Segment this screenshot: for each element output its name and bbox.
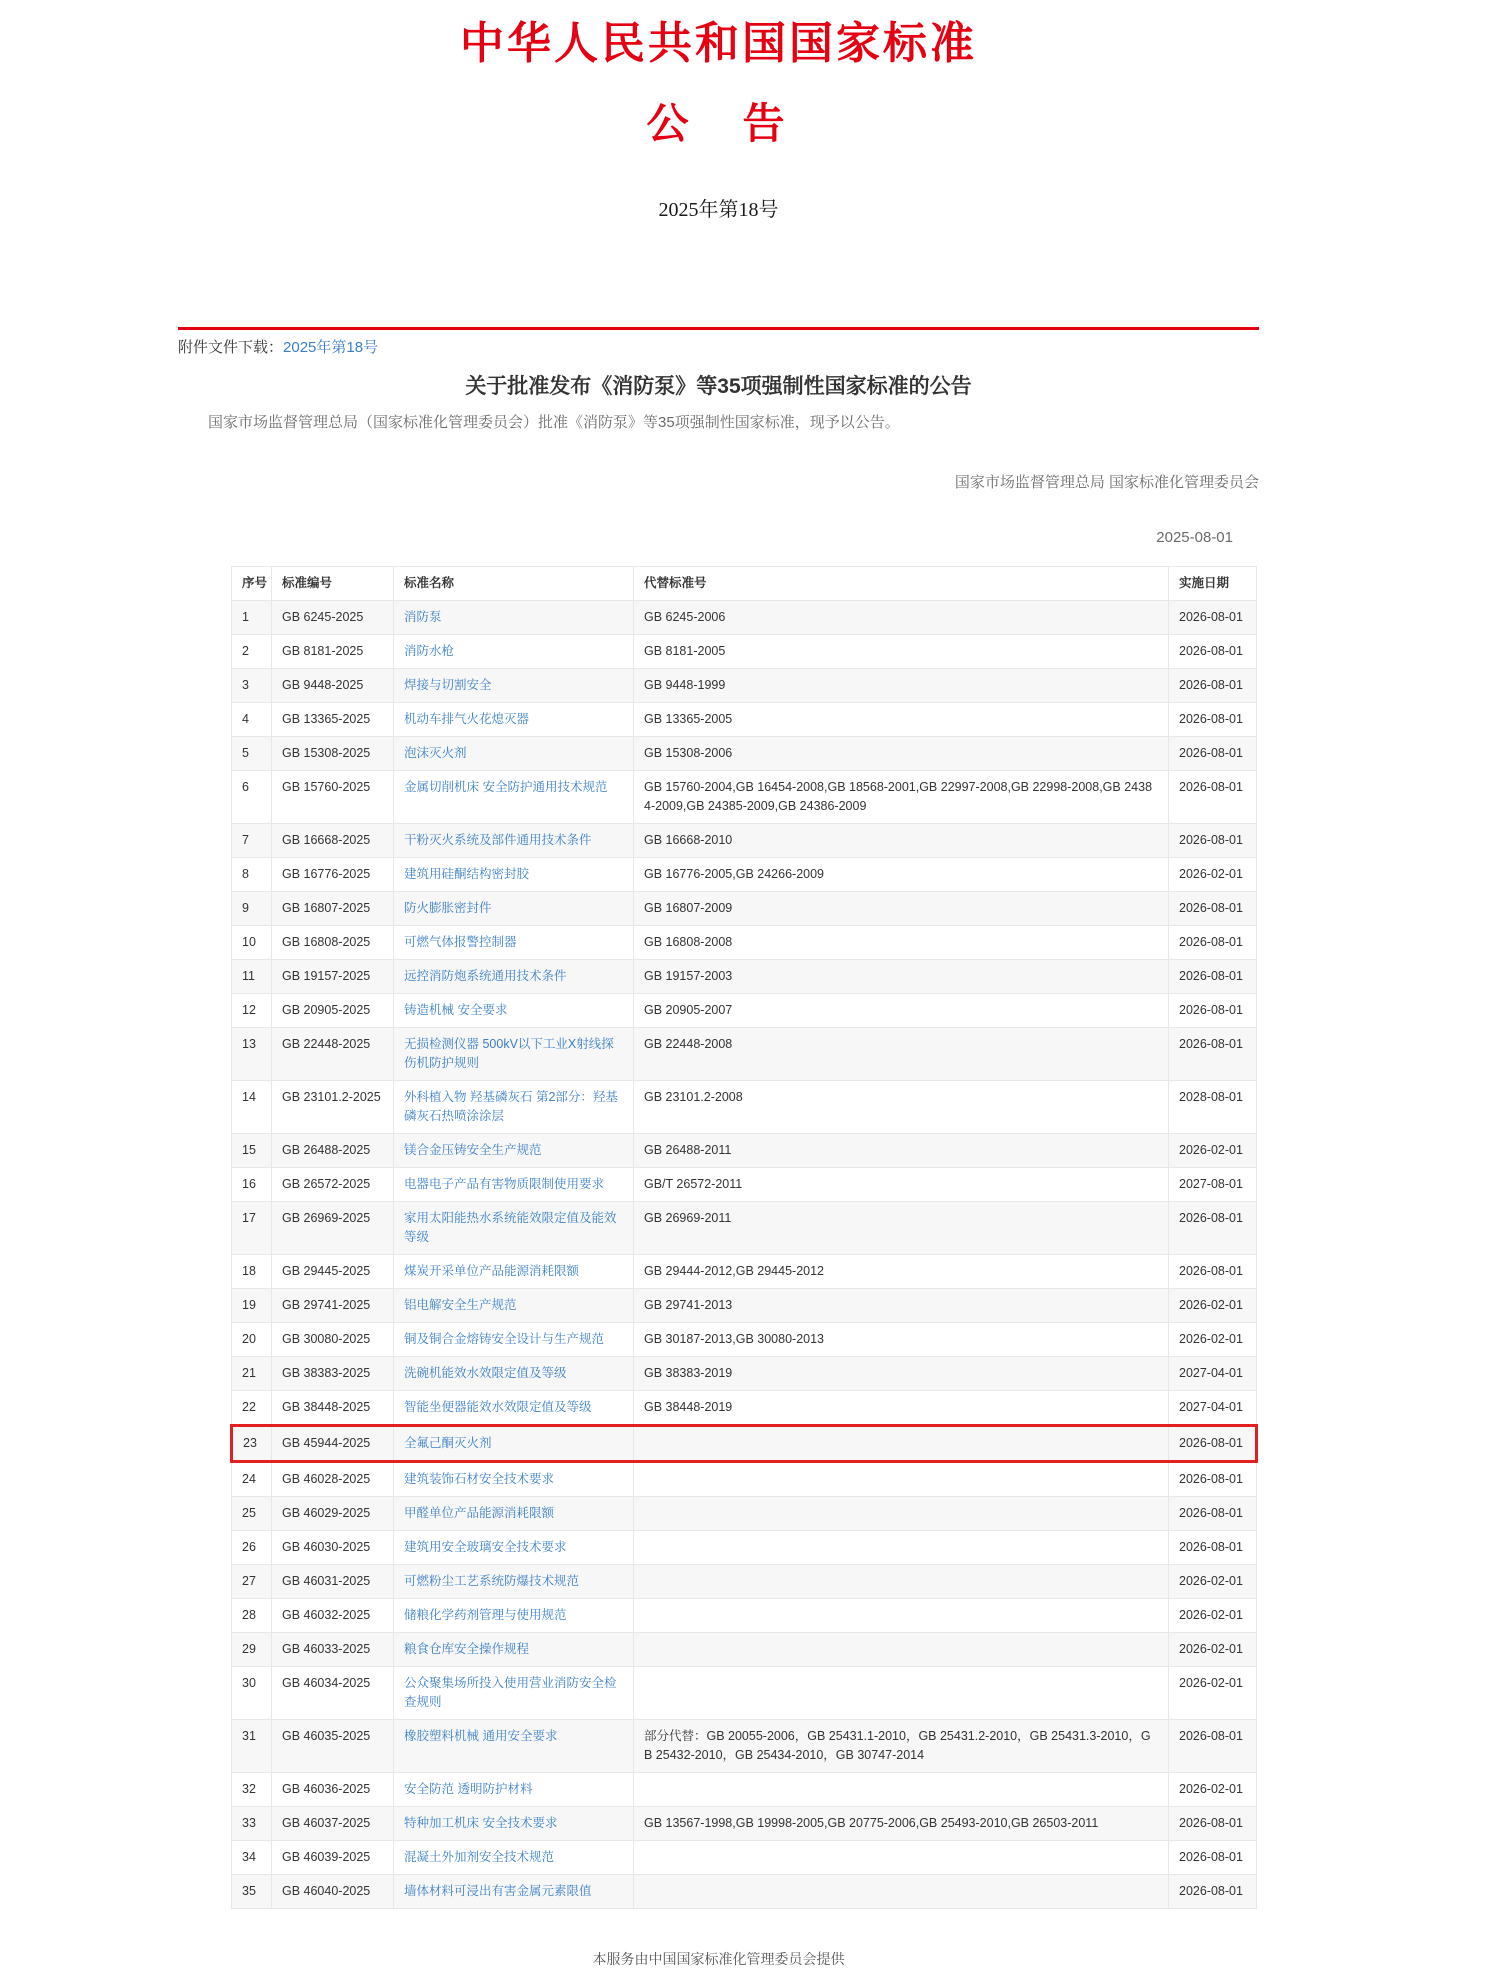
standard-code-cell: GB 16807-2025: [272, 892, 394, 926]
standard-code-cell: GB 20905-2025: [272, 994, 394, 1028]
seq-cell: 13: [232, 1028, 272, 1081]
table-row: [232, 1807, 1257, 1841]
seq-cell: 12: [232, 994, 272, 1028]
standard-name-link[interactable]: 智能坐便器能效水效限定值及等级: [404, 1400, 592, 1414]
table-row: [232, 601, 1257, 635]
standard-code-cell: GB 16808-2025: [272, 926, 394, 960]
seq-cell: 11: [232, 960, 272, 994]
table-row: [232, 1497, 1257, 1531]
table-row: [232, 1323, 1257, 1357]
standard-code-cell: GB 26572-2025: [272, 1168, 394, 1202]
seq-cell: 20: [232, 1323, 272, 1357]
standard-name-link[interactable]: 焊接与切割安全: [404, 678, 492, 692]
table-row: [232, 1667, 1257, 1720]
table-row: [232, 1462, 1257, 1497]
standard-code-cell: GB 23101.2-2025: [272, 1081, 394, 1134]
replaced-codes-cell: GB 20905-2007: [634, 994, 1169, 1028]
table-row: [232, 1081, 1257, 1134]
standard-name-link[interactable]: 电器电子产品有害物质限制使用要求: [404, 1177, 605, 1191]
standard-name-cell: [394, 1599, 634, 1633]
replaced-codes-cell: GB 13365-2005: [634, 703, 1169, 737]
replaced-codes-cell: GB 22448-2008: [634, 1028, 1169, 1081]
standard-code-cell: GB 26488-2025: [272, 1134, 394, 1168]
table-row: [232, 1720, 1257, 1773]
impl-date-cell: 2026-08-01: [1169, 1462, 1257, 1497]
standard-name-link[interactable]: 储粮化学药剂管理与使用规范: [404, 1608, 567, 1622]
announcement-signature: 国家市场监督管理总局 国家标准化管理委员会: [954, 474, 1259, 491]
red-divider: [178, 327, 1259, 330]
standard-name-cell: [394, 824, 634, 858]
replaced-codes-cell: GB 16807-2009: [634, 892, 1169, 926]
standard-name-cell: [394, 1633, 634, 1667]
replaced-codes-cell: GB 38448-2019: [634, 1391, 1169, 1426]
standard-code-cell: GB 46037-2025: [272, 1807, 394, 1841]
table-row: [232, 1565, 1257, 1599]
standard-name-cell: [394, 737, 634, 771]
impl-date-cell: 2026-08-01: [1169, 703, 1257, 737]
standard-name-cell: [394, 1391, 634, 1426]
standard-name-cell: [394, 1255, 634, 1289]
standard-code-cell: GB 38448-2025: [272, 1391, 394, 1426]
impl-date-cell: 2026-08-01: [1169, 824, 1257, 858]
standard-name-cell: [394, 1667, 634, 1720]
standard-code-cell: GB 15308-2025: [272, 737, 394, 771]
seq-cell: 33: [232, 1807, 272, 1841]
seq-cell: 1: [232, 601, 272, 635]
impl-date-cell: 2028-08-01: [1169, 1081, 1257, 1134]
seq-cell: 17: [232, 1202, 272, 1255]
table-row: [232, 892, 1257, 926]
seq-cell: 31: [232, 1720, 272, 1773]
standard-name-cell: [394, 1565, 634, 1599]
impl-date-cell: 2026-08-01: [1169, 771, 1257, 824]
standard-code-cell: GB 46036-2025: [272, 1773, 394, 1807]
replaced-codes-cell: GB 16776-2005,GB 24266-2009: [634, 858, 1169, 892]
table-row: [232, 737, 1257, 771]
impl-date-cell: 2026-08-01: [1169, 1807, 1257, 1841]
standard-code-cell: GB 46028-2025: [272, 1462, 394, 1497]
standard-name-link[interactable]: 甲醛单位产品能源消耗限额: [404, 1506, 555, 1520]
standard-name-cell: [394, 1720, 634, 1773]
seq-cell: 14: [232, 1081, 272, 1134]
standard-name-cell: [394, 1462, 634, 1497]
replaced-codes-cell: GB 16808-2008: [634, 926, 1169, 960]
standard-code-cell: GB 13365-2025: [272, 703, 394, 737]
footer-text: 本服务由中国国家标准化管理委员会提供: [592, 1951, 845, 1967]
standard-code-cell: GB 46032-2025: [272, 1599, 394, 1633]
standard-name-cell: [394, 771, 634, 824]
table-row: [232, 926, 1257, 960]
replaced-codes-cell: GB 23101.2-2008: [634, 1081, 1169, 1134]
replaced-codes-cell: [634, 1462, 1169, 1497]
standard-name-link[interactable]: 无损检测仪器 500kV以下工业X射线探伤机防护规则: [404, 1037, 614, 1070]
impl-date-cell: 2026-08-01: [1169, 635, 1257, 669]
replaced-codes-cell: GB 38383-2019: [634, 1357, 1169, 1391]
doc-title: 中华人民共和国国家标准: [460, 19, 977, 68]
standard-code-cell: GB 26969-2025: [272, 1202, 394, 1255]
impl-date-cell: 2026-08-01: [1169, 1426, 1257, 1462]
doc-subtitle: 公 告: [646, 102, 791, 148]
standard-name-link[interactable]: 可燃气体报警控制器: [404, 935, 517, 949]
impl-date-cell: 2026-02-01: [1169, 1323, 1257, 1357]
seq-cell: 22: [232, 1391, 272, 1426]
impl-date-cell: 2026-08-01: [1169, 1875, 1257, 1909]
seq-cell: 28: [232, 1599, 272, 1633]
standard-name-cell: [394, 1497, 634, 1531]
seq-cell: 10: [232, 926, 272, 960]
replaced-codes-cell: [634, 1426, 1169, 1462]
standard-name-link[interactable]: 铸造机械 安全要求: [404, 1003, 508, 1017]
announcement-date: 2025-08-01: [1156, 529, 1233, 546]
replaced-codes-cell: GB 26969-2011: [634, 1202, 1169, 1255]
seq-cell: 5: [232, 737, 272, 771]
replaced-codes-cell: [634, 1599, 1169, 1633]
replaced-codes-cell: GB 6245-2006: [634, 601, 1169, 635]
standard-name-link[interactable]: 家用太阳能热水系统能效限定值及能效等级: [404, 1211, 617, 1244]
standard-name-cell: [394, 1531, 634, 1565]
standard-code-cell: GB 8181-2025: [272, 635, 394, 669]
table-row: [232, 703, 1257, 737]
table-row: [232, 824, 1257, 858]
replaced-codes-cell: 部分代替：GB 20055-2006，GB 25431.1-2010，GB 25431.2-2010，GB 25431.3-2010，GB 25432-2010，GB 25434-2010，GB 30747-2014: [634, 1720, 1169, 1773]
table-row: [232, 669, 1257, 703]
standard-name-cell: [394, 1875, 634, 1909]
standard-code-cell: GB 46030-2025: [272, 1531, 394, 1565]
standard-name-link[interactable]: 安全防范 透明防护材料: [404, 1782, 533, 1796]
seq-cell: 16: [232, 1168, 272, 1202]
standard-name-link[interactable]: 消防泵: [404, 610, 442, 624]
table-row: [232, 1841, 1257, 1875]
replaced-codes-cell: [634, 1875, 1169, 1909]
standard-name-link[interactable]: 泡沫灭火剂: [404, 746, 467, 760]
impl-date-cell: 2026-08-01: [1169, 1497, 1257, 1531]
standard-name-link[interactable]: 建筑用安全玻璃安全技术要求: [404, 1540, 567, 1554]
standard-name-link[interactable]: 墙体材料可浸出有害金属元素限值: [404, 1884, 592, 1898]
replaced-codes-cell: [634, 1633, 1169, 1667]
standard-name-link[interactable]: 特种加工机床 安全技术要求: [404, 1816, 558, 1830]
standard-name-link[interactable]: 铜及铜合金熔铸安全设计与生产规范: [404, 1332, 605, 1346]
standard-name-link[interactable]: 镁合金压铸安全生产规范: [404, 1143, 542, 1157]
seq-cell: 3: [232, 669, 272, 703]
standard-name-link[interactable]: 橡胶塑料机械 通用安全要求: [404, 1729, 558, 1743]
standard-name-cell: [394, 601, 634, 635]
impl-date-cell: 2026-08-01: [1169, 1202, 1257, 1255]
standard-name-link[interactable]: 洗碗机能效水效限定值及等级: [404, 1366, 567, 1380]
standard-code-cell: GB 6245-2025: [272, 601, 394, 635]
replaced-codes-cell: GB 13567-1998,GB 19998-2005,GB 20775-2006,GB 25493-2010,GB 26503-2011: [634, 1807, 1169, 1841]
seq-cell: 8: [232, 858, 272, 892]
seq-cell: 9: [232, 892, 272, 926]
standard-name-link[interactable]: 全氟己酮灭火剂: [404, 1436, 492, 1450]
seq-cell: 21: [232, 1357, 272, 1391]
standard-name-cell: [394, 1134, 634, 1168]
seq-cell: 2: [232, 635, 272, 669]
seq-cell: 26: [232, 1531, 272, 1565]
standard-name-link[interactable]: 煤炭开采单位产品能源消耗限额: [404, 1264, 580, 1278]
standard-code-cell: GB 29741-2025: [272, 1289, 394, 1323]
seq-cell: 25: [232, 1497, 272, 1531]
standard-name-cell: [394, 669, 634, 703]
standard-name-link[interactable]: 可燃粉尘工艺系统防爆技术规范: [404, 1574, 580, 1588]
impl-date-cell: 2026-02-01: [1169, 1599, 1257, 1633]
replaced-codes-cell: [634, 1531, 1169, 1565]
standard-name-link[interactable]: 远控消防炮系统通用技术条件: [404, 969, 567, 983]
standards-table: [230, 566, 1258, 1909]
replaced-codes-cell: GB/T 26572-2011: [634, 1168, 1169, 1202]
replaced-codes-cell: GB 8181-2005: [634, 635, 1169, 669]
table-row: [232, 635, 1257, 669]
seq-cell: 15: [232, 1134, 272, 1168]
seq-cell: 30: [232, 1667, 272, 1720]
impl-date-cell: 2026-08-01: [1169, 1841, 1257, 1875]
standard-name-link[interactable]: 外科植入物 羟基磷灰石 第2部分：羟基磷灰石热喷涂涂层: [404, 1090, 618, 1123]
standard-code-cell: GB 19157-2025: [272, 960, 394, 994]
standard-name-cell: [394, 1357, 634, 1391]
standard-code-cell: GB 45944-2025: [272, 1426, 394, 1462]
standard-name-cell: [394, 1202, 634, 1255]
table-row: [232, 1168, 1257, 1202]
standard-name-cell: [394, 926, 634, 960]
impl-date-cell: 2027-08-01: [1169, 1168, 1257, 1202]
standard-name-cell: [394, 1081, 634, 1134]
standard-code-cell: GB 46035-2025: [272, 1720, 394, 1773]
standard-name-link[interactable]: 建筑用硅酮结构密封胶: [404, 867, 530, 881]
standard-name-link[interactable]: 金属切削机床 安全防护通用技术规范: [404, 780, 608, 794]
seq-cell: 32: [232, 1773, 272, 1807]
table-row: [232, 1875, 1257, 1909]
impl-date-cell: 2026-02-01: [1169, 1289, 1257, 1323]
announcement-body: 国家市场监督管理总局（国家标准化管理委员会）批准《消防泵》等35项强制性国家标准，现予以公告。: [208, 414, 900, 431]
standard-name-link[interactable]: 防火膨胀密封件: [404, 901, 492, 915]
impl-date-cell: 2026-08-01: [1169, 1028, 1257, 1081]
standard-name-link[interactable]: 建筑装饰石材安全技术要求: [404, 1472, 555, 1486]
impl-date-cell: 2026-02-01: [1169, 1773, 1257, 1807]
standard-code-cell: GB 9448-2025: [272, 669, 394, 703]
table-row: [232, 1357, 1257, 1391]
impl-date-cell: 2026-02-01: [1169, 1667, 1257, 1720]
content-area: [178, 20, 1259, 1969]
replaced-codes-cell: GB 15308-2006: [634, 737, 1169, 771]
standard-code-cell: GB 46031-2025: [272, 1565, 394, 1599]
standard-code-cell: GB 46040-2025: [272, 1875, 394, 1909]
standard-name-cell: [394, 1773, 634, 1807]
standard-name-cell: [394, 635, 634, 669]
impl-date-cell: 2026-02-01: [1169, 1565, 1257, 1599]
seq-cell: 34: [232, 1841, 272, 1875]
standard-code-cell: GB 46039-2025: [272, 1841, 394, 1875]
impl-date-cell: 2026-08-01: [1169, 1531, 1257, 1565]
header-seq: 序号: [232, 567, 272, 601]
impl-date-cell: 2027-04-01: [1169, 1357, 1257, 1391]
seq-cell: 23: [232, 1426, 272, 1462]
seq-cell: 27: [232, 1565, 272, 1599]
standard-name-link[interactable]: 消防水枪: [404, 644, 455, 658]
table-row: [232, 771, 1257, 824]
seq-cell: 6: [232, 771, 272, 824]
standard-code-cell: GB 46029-2025: [272, 1497, 394, 1531]
impl-date-cell: 2026-08-01: [1169, 601, 1257, 635]
standard-name-link[interactable]: 粮食仓库安全操作规程: [404, 1642, 530, 1656]
standard-code-cell: GB 30080-2025: [272, 1323, 394, 1357]
standard-code-cell: GB 46033-2025: [272, 1633, 394, 1667]
table-row: [232, 1391, 1257, 1426]
replaced-codes-cell: GB 15760-2004,GB 16454-2008,GB 18568-2001,GB 22997-2008,GB 22998-2008,GB 24384-2009,GB 24385-2009,GB 24386-2009: [634, 771, 1169, 824]
header-standard-code: 标准编号: [272, 567, 394, 601]
table-row: [232, 1289, 1257, 1323]
table-row: [232, 1134, 1257, 1168]
impl-date-cell: 2026-08-01: [1169, 892, 1257, 926]
impl-date-cell: 2026-08-01: [1169, 1720, 1257, 1773]
standard-name-link[interactable]: 铝电解安全生产规范: [404, 1298, 517, 1312]
standard-name-cell: [394, 1841, 634, 1875]
table-row: [232, 1531, 1257, 1565]
header-impl-date: 实施日期: [1169, 567, 1257, 601]
seq-cell: 35: [232, 1875, 272, 1909]
standard-code-cell: GB 15760-2025: [272, 771, 394, 824]
table-row: [232, 1773, 1257, 1807]
announcement-heading: 关于批准发布《消防泵》等35项强制性国家标准的公告: [465, 375, 972, 398]
seq-cell: 19: [232, 1289, 272, 1323]
impl-date-cell: 2026-02-01: [1169, 1633, 1257, 1667]
impl-date-cell: 2026-08-01: [1169, 669, 1257, 703]
standard-code-cell: GB 22448-2025: [272, 1028, 394, 1081]
table-row: [232, 1202, 1257, 1255]
replaced-codes-cell: [634, 1841, 1169, 1875]
seq-cell: 18: [232, 1255, 272, 1289]
standard-code-cell: GB 29445-2025: [272, 1255, 394, 1289]
standard-name-cell: [394, 1168, 634, 1202]
table-row: [232, 1028, 1257, 1081]
standard-name-cell: [394, 1323, 634, 1357]
replaced-codes-cell: GB 29444-2012,GB 29445-2012: [634, 1255, 1169, 1289]
replaced-codes-cell: GB 9448-1999: [634, 669, 1169, 703]
seq-cell: 4: [232, 703, 272, 737]
standard-name-cell: [394, 1028, 634, 1081]
impl-date-cell: 2026-08-01: [1169, 994, 1257, 1028]
replaced-codes-cell: [634, 1565, 1169, 1599]
table-row: [232, 994, 1257, 1028]
attachment-link[interactable]: 2025年第18号: [283, 339, 379, 356]
impl-date-cell: 2026-08-01: [1169, 737, 1257, 771]
replaced-codes-cell: [634, 1773, 1169, 1807]
impl-date-cell: 2026-02-01: [1169, 858, 1257, 892]
attachment-row: [178, 337, 1259, 359]
standard-name-link[interactable]: 机动车排气火花熄灭器: [404, 712, 530, 726]
standard-name-cell: [394, 1289, 634, 1323]
seq-cell: 24: [232, 1462, 272, 1497]
standard-name-cell: [394, 703, 634, 737]
replaced-codes-cell: GB 16668-2010: [634, 824, 1169, 858]
replaced-codes-cell: GB 29741-2013: [634, 1289, 1169, 1323]
seq-cell: 29: [232, 1633, 272, 1667]
standard-name-link[interactable]: 干粉灭火系统及部件通用技术条件: [404, 833, 592, 847]
standard-name-cell: [394, 1426, 634, 1462]
seq-cell: 7: [232, 824, 272, 858]
table-row: [232, 1599, 1257, 1633]
standard-name-cell: [394, 994, 634, 1028]
impl-date-cell: 2027-04-01: [1169, 1391, 1257, 1426]
table-row: [232, 1255, 1257, 1289]
table-row: [232, 1426, 1257, 1462]
standard-name-cell: [394, 858, 634, 892]
issue-number: 2025年第18号: [658, 199, 779, 221]
attachment-label: 附件文件下载：: [178, 339, 284, 356]
standard-name-cell: [394, 1807, 634, 1841]
header-standard-name: 标准名称: [394, 567, 634, 601]
standard-code-cell: GB 38383-2025: [272, 1357, 394, 1391]
standard-code-cell: GB 16668-2025: [272, 824, 394, 858]
table-row: [232, 960, 1257, 994]
standard-code-cell: GB 16776-2025: [272, 858, 394, 892]
table-header-row: [232, 567, 1257, 601]
replaced-codes-cell: GB 19157-2003: [634, 960, 1169, 994]
replaced-codes-cell: [634, 1667, 1169, 1720]
replaced-codes-cell: [634, 1497, 1169, 1531]
replaced-codes-cell: GB 30187-2013,GB 30080-2013: [634, 1323, 1169, 1357]
header-replaced-codes: 代替标准号: [634, 567, 1169, 601]
replaced-codes-cell: GB 26488-2011: [634, 1134, 1169, 1168]
standard-name-cell: [394, 892, 634, 926]
table-row: [232, 1633, 1257, 1667]
standard-name-link[interactable]: 公众聚集场所投入使用营业消防安全检查规则: [404, 1676, 617, 1709]
standard-code-cell: GB 46034-2025: [272, 1667, 394, 1720]
table-row: [232, 858, 1257, 892]
impl-date-cell: 2026-08-01: [1169, 1255, 1257, 1289]
impl-date-cell: 2026-08-01: [1169, 926, 1257, 960]
standard-name-link[interactable]: 混凝土外加剂安全技术规范: [404, 1850, 555, 1864]
impl-date-cell: 2026-08-01: [1169, 960, 1257, 994]
standard-name-cell: [394, 960, 634, 994]
impl-date-cell: 2026-02-01: [1169, 1134, 1257, 1168]
